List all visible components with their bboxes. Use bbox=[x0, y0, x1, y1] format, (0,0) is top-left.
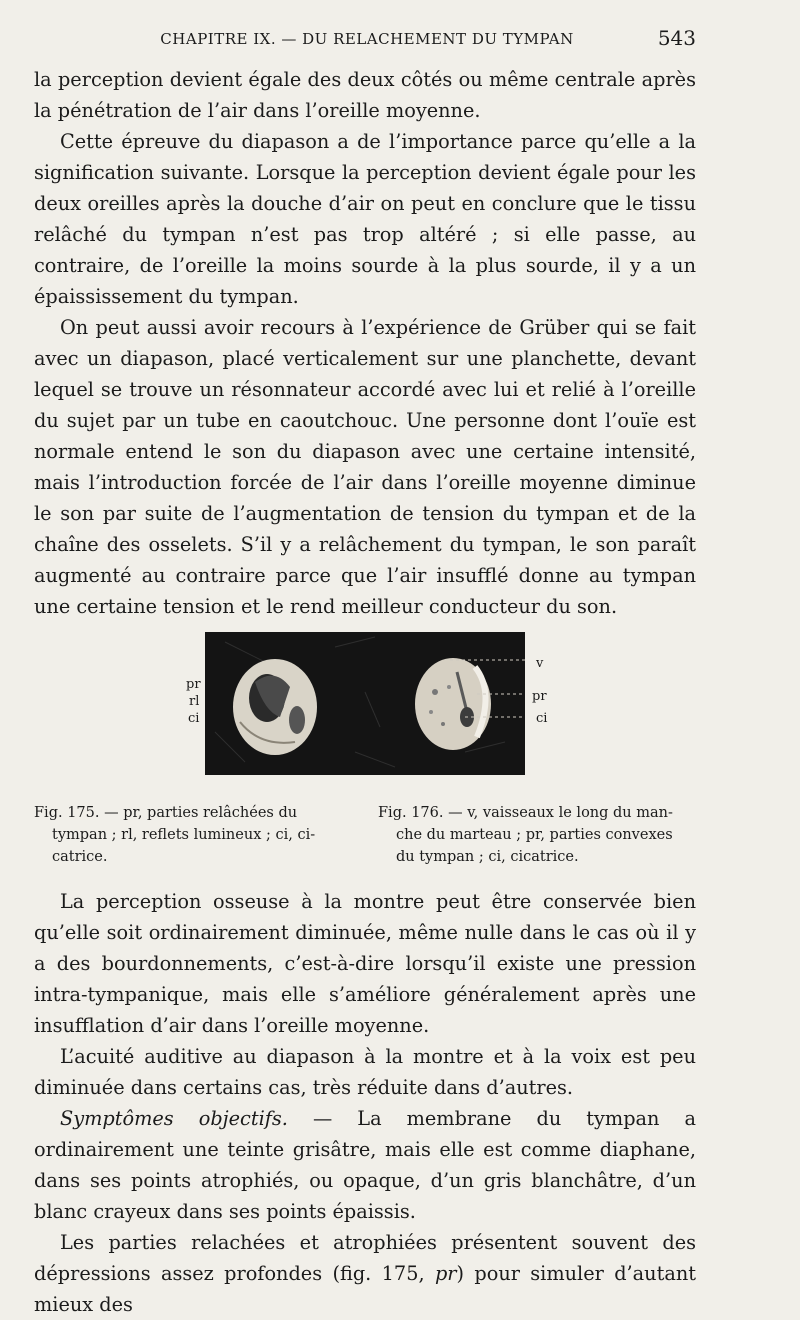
caption-line: Fig. 176. — v, vaisseaux le long du man- bbox=[378, 805, 673, 821]
paragraph bbox=[34, 1103, 696, 1227]
figure-label-ci-right: ci bbox=[536, 711, 548, 726]
figure-label-ci: ci bbox=[188, 711, 200, 726]
paragraph bbox=[34, 1227, 696, 1320]
paragraph: L’acuité auditive au diapason à la montre et à la voix est peu diminuée dans certains cas, très réduite dans d’autres. bbox=[34, 1045, 696, 1099]
tympan-right-drawing bbox=[415, 658, 491, 750]
caption-line: tympan ; rl, reflets lumineux ; ci, ci- bbox=[52, 827, 316, 843]
page-number: 543 bbox=[657, 26, 696, 50]
text-block-top bbox=[34, 64, 696, 622]
paragraph-text: — La membrane du tympan a ordinairement une teinte grisâtre, mais elle est comme diaphane, dans ses points atrophiés, ou opaque, d’un gris blanchâtre, d’un blanc crayeux dans ses points épaissis. bbox=[34, 1107, 696, 1223]
figure-label-v: v bbox=[536, 656, 544, 671]
paragraph: la perception devient égale des deux côtés ou même centrale après la pénétration de l’air dans l’oreille moyenne. bbox=[34, 68, 696, 122]
running-header: CHAPITRE IX. — DU RELACHEMENT DU TYMPAN bbox=[160, 30, 574, 48]
italic-abbrev: pr bbox=[434, 1262, 457, 1285]
text-block-bottom bbox=[34, 886, 696, 1320]
paragraph-text: Les parties relachées et atrophiées présentent souvent des dépressions assez profondes (fig. 175, bbox=[34, 1231, 696, 1285]
tympan-illustration bbox=[205, 632, 525, 775]
caption-fig-176 bbox=[378, 802, 700, 868]
caption-line: che du marteau ; pr, parties convexes bbox=[396, 827, 673, 843]
caption-line: du tympan ; ci, cicatrice. bbox=[396, 849, 579, 865]
caption-line: Fig. 175. — pr, parties relâchées du bbox=[34, 805, 298, 821]
paragraph: On peut aussi avoir recours à l’expérience de Grüber qui se fait avec un diapason, placé verticalement sur une planchette, devant lequel se trouve un résonnateur accordé avec lui et relié à l’oreille du sujet par un tube en caoutchouc. Une personne dont l’ouïe est normale entend le son du diapason avec une certaine intensité, mais l’introduction forcée de l’air dans l’oreille moyenne diminue le son par suite de l’augmentation de tension du tympan et de la chaîne des osselets. S’il y a relâchement du tympan, le son paraît augmenté au contraire parce que l’air insufflé donne au tympan une certaine tension et le rend meilleur conducteur du son. bbox=[34, 316, 696, 618]
figure-label-pr: pr bbox=[186, 677, 201, 692]
figure-label-rl: rl bbox=[189, 694, 200, 709]
caption-fig-175 bbox=[34, 802, 359, 868]
section-heading-italic: Symptômes objectifs. bbox=[60, 1107, 288, 1130]
paragraph: Cette épreuve du diapason a de l’importance parce qu’elle a la signification suivante. Lorsque la perception devient égale pour les deux oreilles après la douche d’air on peut en conclure que le tissu relâché du tympan n’est pas trop altéré ; si elle passe, au contraire, de l’oreille la moins sourde à la plus sourde, il y a un épaississement du tympan. bbox=[34, 130, 696, 308]
figure-label-pr-right: pr bbox=[532, 689, 547, 704]
caption-line: catrice. bbox=[52, 849, 108, 865]
paragraph: La perception osseuse à la montre peut être conservée bien qu’elle soit ordinairement diminuée, même nulle dans le cas où il y a des bourdonnements, c’est-à-dire lorsqu’il existe une pression intra-tympanique, mais elle s’améliore généralement après une insufflation d’air dans l’oreille moyenne. bbox=[34, 890, 696, 1037]
paragraph-text: ) pour simuler d’autant mieux des bbox=[34, 1262, 696, 1316]
tympan-left-drawing bbox=[233, 659, 317, 755]
tympan-figure-image bbox=[205, 632, 525, 775]
